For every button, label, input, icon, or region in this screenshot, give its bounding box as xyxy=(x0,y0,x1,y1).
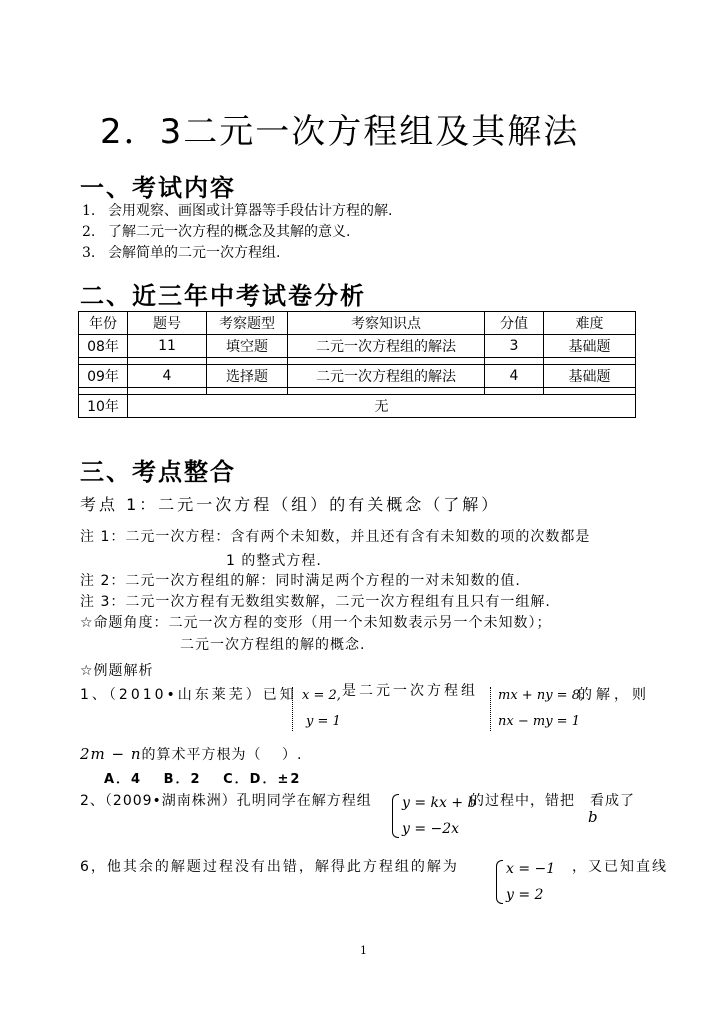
q2-suffix: 的过程中，错把 看成了 xyxy=(470,793,635,809)
note-1-continued: 1 的整式方程. xyxy=(226,553,322,569)
cell-knowledge-point: 二元一次方程组的解法 xyxy=(288,365,485,388)
item-number: 2. xyxy=(82,224,96,240)
cell-score: 3 xyxy=(485,335,544,358)
content-item-3 xyxy=(82,242,280,262)
item-text: 会用观察、画图或计算器等手段估计方程的解. xyxy=(108,203,393,219)
item-text: 了解二元一次方程的概念及其解的意义. xyxy=(108,224,351,240)
cell-question-type: 填空题 xyxy=(207,335,288,358)
note-label: 注 3： xyxy=(80,594,126,610)
header-year: 年份 xyxy=(79,312,128,335)
cell-question-type: 选择题 xyxy=(207,365,288,388)
brace-icon xyxy=(496,860,503,904)
note-1 xyxy=(80,526,590,546)
q1-suffix: 的解，则 xyxy=(578,687,650,703)
expression: 2m − n xyxy=(80,745,142,763)
cell-year: 10年 xyxy=(79,395,128,418)
cell-none: 无 xyxy=(128,395,636,418)
section-heading-3: 三、考点整合 xyxy=(80,458,236,486)
equation: y = 1 xyxy=(306,714,341,729)
angle-label: ☆命题角度： xyxy=(80,615,169,631)
page-number: 1 xyxy=(360,944,367,957)
item-text: 会解简单的二元一次方程组. xyxy=(108,245,281,261)
table-row xyxy=(79,365,636,388)
table-spacer xyxy=(79,388,636,395)
item-number: 3. xyxy=(82,245,96,261)
cell-year: 08年 xyxy=(79,335,128,358)
q1-options: A．4 B．2 C．D．±2 xyxy=(104,772,302,787)
brace-icon xyxy=(490,687,493,731)
note-2 xyxy=(80,570,521,590)
cell-year: 09年 xyxy=(79,365,128,388)
equation: x = 2, xyxy=(302,688,341,703)
equation: nx − my = 1 xyxy=(498,714,580,729)
header-knowledge-point: 考察知识点 xyxy=(288,312,485,335)
note-text: 二元一次方程组的解：同时满足两个方程的一对未知数的值. xyxy=(125,573,521,589)
kaodian-heading: 考点 1：二元一次方程（组）的有关概念（了解） xyxy=(80,495,501,514)
note-text: 二元一次方程：含有两个未知数，并且还有含有未知数的项的次数都是 xyxy=(125,529,591,545)
note-text: 二元一次方程有无数组实数解，二元一次方程组有且只有一组解. xyxy=(125,594,551,610)
cell-question-no: 11 xyxy=(128,335,207,358)
table-row xyxy=(79,395,636,418)
examples-heading: ☆例题解析 xyxy=(80,663,154,679)
header-question-type: 考察题型 xyxy=(207,312,288,335)
q1-line-2 xyxy=(80,744,302,764)
q1-line-2-text: 的算术平方根为（ ）. xyxy=(141,747,303,763)
q2-system xyxy=(392,790,477,842)
header-question-no: 题号 xyxy=(128,312,207,335)
item-number: 1. xyxy=(82,203,96,219)
q1-prefix: 1、（2010•山东莱芜）已知 xyxy=(80,687,297,703)
proposition-angle xyxy=(80,612,552,632)
content-item-2 xyxy=(82,221,350,241)
section-heading-1: 一、考试内容 xyxy=(80,174,236,202)
page-title: 2．3二元一次方程组及其解法 xyxy=(100,112,580,152)
header-difficulty: 难度 xyxy=(544,312,636,335)
cell-score: 4 xyxy=(485,365,544,388)
angle-text-1: 二元一次方程的变形（用一个未知数表示另一个未知数）； xyxy=(168,615,552,631)
q2-solution xyxy=(496,856,555,908)
q2-b-variable: b xyxy=(588,808,598,826)
equation: y = 2 xyxy=(506,887,544,903)
equation: x = −1 xyxy=(506,861,556,877)
cell-difficulty: 基础题 xyxy=(544,365,636,388)
q2-line-2: 6，他其余的解题过程没有出错，解得此方程组的解为 xyxy=(80,859,459,875)
q1-system-2 xyxy=(490,683,584,735)
q1-middle-text: 是二元一次方程组 xyxy=(342,683,478,699)
q2-prefix: 2、（2009•湖南株洲）孔明同学在解方程组 xyxy=(80,793,372,809)
note-label: 注 1： xyxy=(80,529,126,545)
cell-knowledge-point: 二元一次方程组的解法 xyxy=(288,335,485,358)
header-score: 分值 xyxy=(485,312,544,335)
section-heading-2: 二、近三年中考试卷分析 xyxy=(80,282,366,310)
content-item-1 xyxy=(82,200,392,220)
table-row xyxy=(79,335,636,358)
note-3 xyxy=(80,591,551,611)
cell-difficulty: 基础题 xyxy=(544,335,636,358)
angle-text-2: 二元一次方程组的解的概念. xyxy=(180,637,366,653)
cell-question-no: 4 xyxy=(128,365,207,388)
note-label: 注 2： xyxy=(80,573,126,589)
brace-icon xyxy=(292,687,295,731)
brace-icon xyxy=(392,794,399,838)
equation: mx + ny = 8, xyxy=(498,688,585,703)
q1-system-1 xyxy=(292,683,341,735)
table-header-row xyxy=(79,312,636,335)
equation: y = kx + b xyxy=(402,795,477,811)
exam-analysis-table xyxy=(78,311,636,418)
equation: y = −2x xyxy=(402,821,460,837)
table-spacer xyxy=(79,358,636,365)
q2-line-2-suffix: ，又已知直线 xyxy=(572,859,668,875)
